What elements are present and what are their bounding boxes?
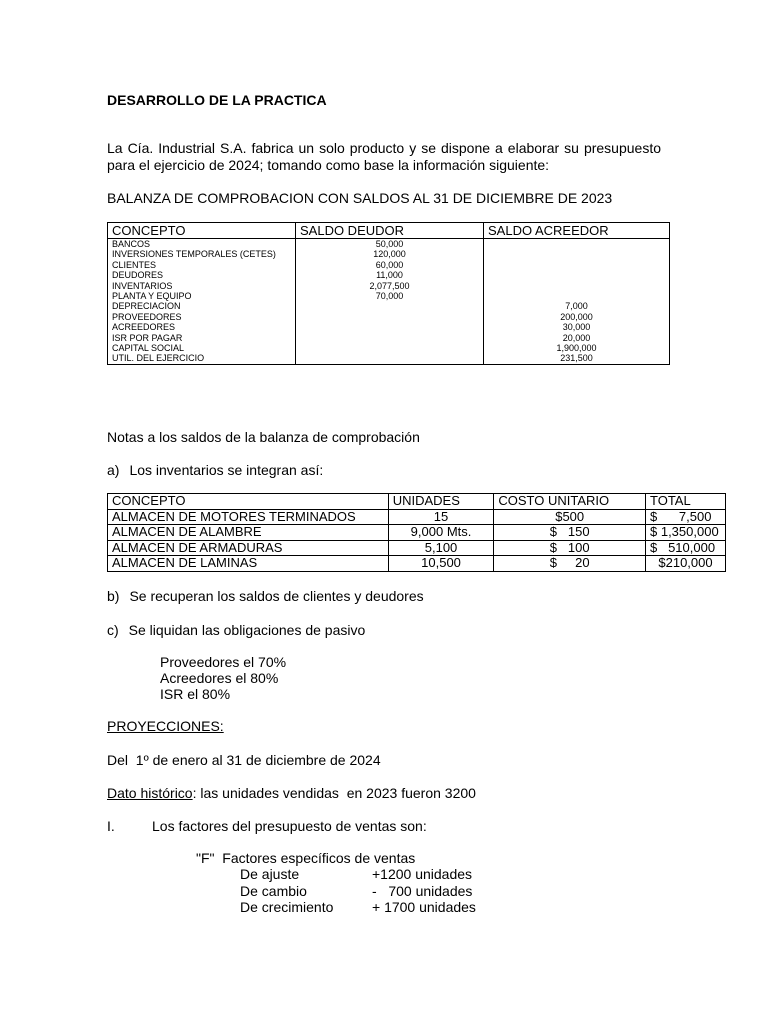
inventory-units: 9,000 Mts. xyxy=(388,525,494,541)
factor-label: De ajuste xyxy=(240,866,300,882)
balance-credit xyxy=(484,270,670,280)
historic-text: : las unidades vendidas en 2023 fueron 3200 xyxy=(192,785,476,801)
inventory-units: 15 xyxy=(388,509,494,525)
balance-debit: 60,000 xyxy=(296,260,484,270)
balance-debit xyxy=(296,343,484,353)
table-row xyxy=(108,249,670,259)
balance-credit xyxy=(484,260,670,270)
notes-heading: Notas a los saldos de la balanza de comprobación xyxy=(107,429,420,445)
note-b-marker: b) xyxy=(107,588,120,604)
note-a xyxy=(107,462,323,479)
balance-concept: CLIENTES xyxy=(108,260,296,270)
balance-debit: 120,000 xyxy=(296,249,484,259)
balance-concept: PROVEEDORES xyxy=(108,312,296,322)
note-a-text: Los inventarios se integran así: xyxy=(129,462,324,478)
inventory-total: $210,000 xyxy=(646,556,726,572)
inventory-unit-cost: $ 20 xyxy=(494,556,646,572)
balance-credit xyxy=(484,249,670,259)
section-i-marker: I. xyxy=(107,818,115,834)
inventory-unit-cost: $ 150 xyxy=(494,525,646,541)
balance-debit xyxy=(296,333,484,343)
inventory-header-units: UNIDADES xyxy=(388,494,494,510)
inventory-unit-cost: $ 100 xyxy=(494,540,646,556)
factor-value: + 1700 unidades xyxy=(372,899,476,915)
balance-credit: 20,000 xyxy=(484,333,670,343)
balance-credit: 7,000 xyxy=(484,301,670,311)
balance-credit: 200,000 xyxy=(484,312,670,322)
note-c-text: Se liquidan las obligaciones de pasivo xyxy=(128,622,366,638)
factor-value: +1200 unidades xyxy=(372,866,473,882)
balance-concept: DEUDORES xyxy=(108,270,296,280)
table-row xyxy=(108,301,670,311)
table-row xyxy=(108,239,670,250)
table-row xyxy=(108,509,726,525)
balance-concept: BANCOS xyxy=(108,239,296,250)
factor-label: De cambio xyxy=(240,883,307,899)
balance-concept: CAPITAL SOCIAL xyxy=(108,343,296,353)
inventory-units: 5,100 xyxy=(388,540,494,556)
balance-credit xyxy=(484,281,670,291)
balance-header-row xyxy=(108,223,670,239)
intro-paragraph: La Cía. Industrial S.A. fabrica un solo producto y se dispone a elaborar su presupuesto para el ejercicio de 2024; tomando como base la información siguiente: xyxy=(107,140,661,173)
factor-value: - 700 unidades xyxy=(372,883,473,899)
inventory-header-total: TOTAL xyxy=(646,494,726,510)
liability-item: ISR el 80% xyxy=(160,686,231,702)
balance-debit xyxy=(296,353,484,364)
document-title: DESARROLLO DE LA PRACTICA xyxy=(107,92,327,108)
historic-label: Dato histórico xyxy=(107,785,193,801)
inventory-header-concept: CONCEPTO xyxy=(108,494,389,510)
balance-debit: 70,000 xyxy=(296,291,484,301)
balance-table xyxy=(107,222,670,365)
balance-concept: INVENTARIOS xyxy=(108,281,296,291)
note-b xyxy=(107,588,424,605)
table-row xyxy=(108,270,670,280)
balance-debit: 11,000 xyxy=(296,270,484,280)
table-row xyxy=(108,353,670,364)
balance-debit: 50,000 xyxy=(296,239,484,250)
balance-credit: 1,900,000 xyxy=(484,343,670,353)
balance-credit xyxy=(484,239,670,250)
inventory-units: 10,500 xyxy=(388,556,494,572)
inventory-concept: ALMACEN DE ALAMBRE xyxy=(108,525,389,541)
historic-data xyxy=(107,785,476,802)
inventory-concept: ALMACEN DE LAMINAS xyxy=(108,556,389,572)
inventory-total: $ 510,000 xyxy=(646,540,726,556)
table-row xyxy=(108,312,670,322)
table-row xyxy=(108,281,670,291)
balance-debit xyxy=(296,322,484,332)
balance-concept: ISR POR PAGAR xyxy=(108,333,296,343)
section-i-text: Los factores del presupuesto de ventas son: xyxy=(152,818,427,834)
balance-credit xyxy=(484,291,670,301)
balance-concept: INVERSIONES TEMPORALES (CETES) xyxy=(108,249,296,259)
table-row xyxy=(108,260,670,270)
table-row xyxy=(108,322,670,332)
balance-credit: 231,500 xyxy=(484,353,670,364)
table-row xyxy=(108,540,726,556)
inventory-header-row xyxy=(108,494,726,510)
inventory-concept: ALMACEN DE ARMADURAS xyxy=(108,540,389,556)
balance-debit: 2,077,500 xyxy=(296,281,484,291)
balance-header-credit: SALDO ACREEDOR xyxy=(484,223,670,239)
inventory-table xyxy=(107,493,726,572)
inventory-concept: ALMACEN DE MOTORES TERMINADOS xyxy=(108,509,389,525)
inventory-header-unit-cost: COSTO UNITARIO xyxy=(494,494,646,510)
balance-debit xyxy=(296,301,484,311)
table-row xyxy=(108,525,726,541)
note-a-marker: a) xyxy=(107,462,120,478)
liability-item: Acreedores el 80% xyxy=(160,670,279,686)
balance-concept: UTIL. DEL EJERCICIO xyxy=(108,353,296,364)
balance-debit xyxy=(296,312,484,322)
table-row xyxy=(108,556,726,572)
inventory-unit-cost: $500 xyxy=(494,509,646,525)
table-row xyxy=(108,333,670,343)
projection-period: Del 1º de enero al 31 de diciembre de 2024 xyxy=(107,752,381,768)
balance-header-concept: CONCEPTO xyxy=(108,223,296,239)
note-c xyxy=(107,622,365,639)
balance-header-debit: SALDO DEUDOR xyxy=(296,223,484,239)
liability-item: Proveedores el 70% xyxy=(160,654,287,670)
table-row xyxy=(108,291,670,301)
note-b-text: Se recuperan los saldos de clientes y deudores xyxy=(129,588,424,604)
balance-concept: DEPRECIACION xyxy=(108,301,296,311)
balance-concept: PLANTA Y EQUIPO xyxy=(108,291,296,301)
inventory-total: $ 1,350,000 xyxy=(646,525,726,541)
note-c-marker: c) xyxy=(107,622,119,638)
factor-label: De crecimiento xyxy=(240,899,334,915)
table-row xyxy=(108,343,670,353)
projections-heading: PROYECCIONES: xyxy=(107,718,224,734)
balance-heading: BALANZA DE COMPROBACION CON SALDOS AL 31 DE DICIEMBRE DE 2023 xyxy=(107,190,613,206)
factors-heading: "F" Factores específicos de ventas xyxy=(196,850,416,866)
balance-credit: 30,000 xyxy=(484,322,670,332)
balance-concept: ACREEDORES xyxy=(108,322,296,332)
inventory-total: $ 7,500 xyxy=(646,509,726,525)
